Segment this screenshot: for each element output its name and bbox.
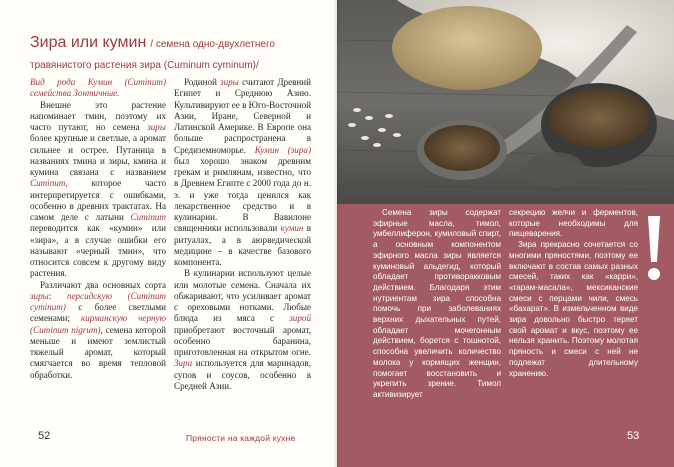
highlight-term: зирой bbox=[289, 313, 311, 324]
page-number-right: 53 bbox=[627, 430, 640, 442]
paragraph bbox=[174, 77, 311, 268]
text-run: : bbox=[48, 290, 52, 301]
text-run: более крупные и светлые, а аромат сильнее и острее. Путаница в названиях тмина и зиры, кмина и кумина связана с названием bbox=[30, 133, 166, 177]
text-run: считают Древний Египет и Среднюю Азию. Культивируют ее в Юго-Восточной Азии, Иране, Северной и Латинской Америке. В Европе она больше распространена в Средиземноморье. bbox=[174, 77, 311, 155]
highlight-term: Cuminum bbox=[130, 212, 166, 222]
article-subtitle: / семена одно-двухлетнего травянистого растения зира (Cuminum cyminum)/ bbox=[30, 39, 275, 71]
text-column-right bbox=[174, 77, 311, 422]
highlight-term: Зира bbox=[174, 358, 193, 369]
cumin-seeds-spoon bbox=[424, 125, 500, 171]
highlight-term: зиры bbox=[220, 77, 239, 87]
paragraph bbox=[30, 100, 166, 280]
text-run: которое часто интерпретируется с ошибками, особенно в древних трактатах. На самом деле с латыни bbox=[30, 178, 166, 222]
text-run: В кулинарии используют целые или молотые семена. Сначала их обжаривают, что усиливает аромат с ореховыми нотками. Любые блюда из мяса с bbox=[174, 268, 311, 324]
text-column-left bbox=[30, 77, 166, 422]
info-panel-left bbox=[373, 208, 501, 423]
highlight-term: Cuminum, bbox=[30, 178, 68, 189]
text-run: в ритуалах, а в аюрведической медицине – в качестве базового компонента. bbox=[174, 223, 311, 267]
text-run: приобретают восточный аромат, особенно баранина, приготовленная на открытом огне. bbox=[174, 324, 311, 357]
text-run: Различают два основных сорта bbox=[40, 279, 166, 290]
grain-pile bbox=[392, 6, 542, 90]
info-panel-right bbox=[509, 208, 638, 423]
highlight-term: зиры bbox=[30, 290, 49, 301]
paragraph bbox=[174, 268, 311, 392]
lead-paragraph: Вид рода Кумин (Cuminum) семейства Зонтичные. bbox=[30, 77, 166, 99]
running-title: Пряности на каждой кухне bbox=[186, 433, 296, 443]
highlight-term: кумин bbox=[280, 223, 304, 234]
highlight-term: персидскую (Cuminum cyminum) bbox=[30, 290, 166, 312]
bowl-shadow bbox=[525, 152, 585, 188]
text-run: Родиной bbox=[184, 77, 217, 87]
text-run: был хорошо знаком древним грекам и римлянам, известно, что в Древнем Египте с 2000 года до н. э. и уже тогда ценился как лекарственное средство и в кулинарии. В Вавилоне священники использовали bbox=[174, 155, 311, 234]
book-gutter bbox=[333, 0, 341, 467]
article-title: Зира или кумин bbox=[30, 34, 147, 51]
cumin-spoons-photo bbox=[337, 0, 674, 204]
exclamation-icon bbox=[640, 214, 668, 284]
info-paragraph: Семена зиры содержат эфирные масла, тимол, умбеллиферон, кумиловый спирт, а основным компонентом эфирного масла зиры является куминовый альдегид, который обладает противоракковым действием. Благодаря этим нутриентам зира способна помочь при заболеваниях верхних дыхательных путей, обладает мочегонным действием, борется с тошнотой, способна увеличить количество молока у кормящих женщин, помогает восстановить и укрепить зрение. Тимол активизирует bbox=[373, 208, 501, 399]
info-paragraph: Зира прекрасно сочетается со многими пряностями, поэтому ее включают в состав самых разных смесей, таких как «карри», «гарам-масала», мексиканские смеси с перцами чили, смесь «бахарат». В измельченном виде зира довольно быстро теряет свой аромат и вкус, поэтому ее нельзя хранить. Поэтому молотая пряность и смеси с ней не подлежат длительному хранению. bbox=[509, 240, 638, 378]
info-paragraph: секрецию желчи и ферментов, которые необходимы для пищеварения. bbox=[509, 208, 638, 239]
cumin-seeds-bowl bbox=[549, 88, 649, 148]
highlight-term: зиры bbox=[147, 122, 166, 132]
text-run: Внешне это растение напоминает тмин, поэтому их часто путают, но семена bbox=[30, 99, 166, 132]
text-run: , семена которой меньше и имеют землистый тяжелый аромат, который смягчается во время тепловой обработки. bbox=[30, 324, 166, 380]
page-number-left: 52 bbox=[38, 430, 51, 442]
right-page bbox=[337, 0, 674, 467]
text-run: используется для маринадов, супов и соусов, особенно в Средней Азии. bbox=[174, 358, 311, 391]
text-run: с более светлыми семенами; bbox=[30, 302, 166, 324]
highlight-term: Кумин (зира) bbox=[254, 144, 311, 155]
article-heading bbox=[30, 33, 330, 75]
text-run: переводится как «кумин» или «зира», а в случае ошибки его называют «черный тмин», что относится совсем к другому виду растения. bbox=[30, 223, 166, 279]
paragraph bbox=[30, 280, 166, 381]
highlight-term: кирманскую черную (Cuminum nigrum) bbox=[30, 313, 166, 335]
